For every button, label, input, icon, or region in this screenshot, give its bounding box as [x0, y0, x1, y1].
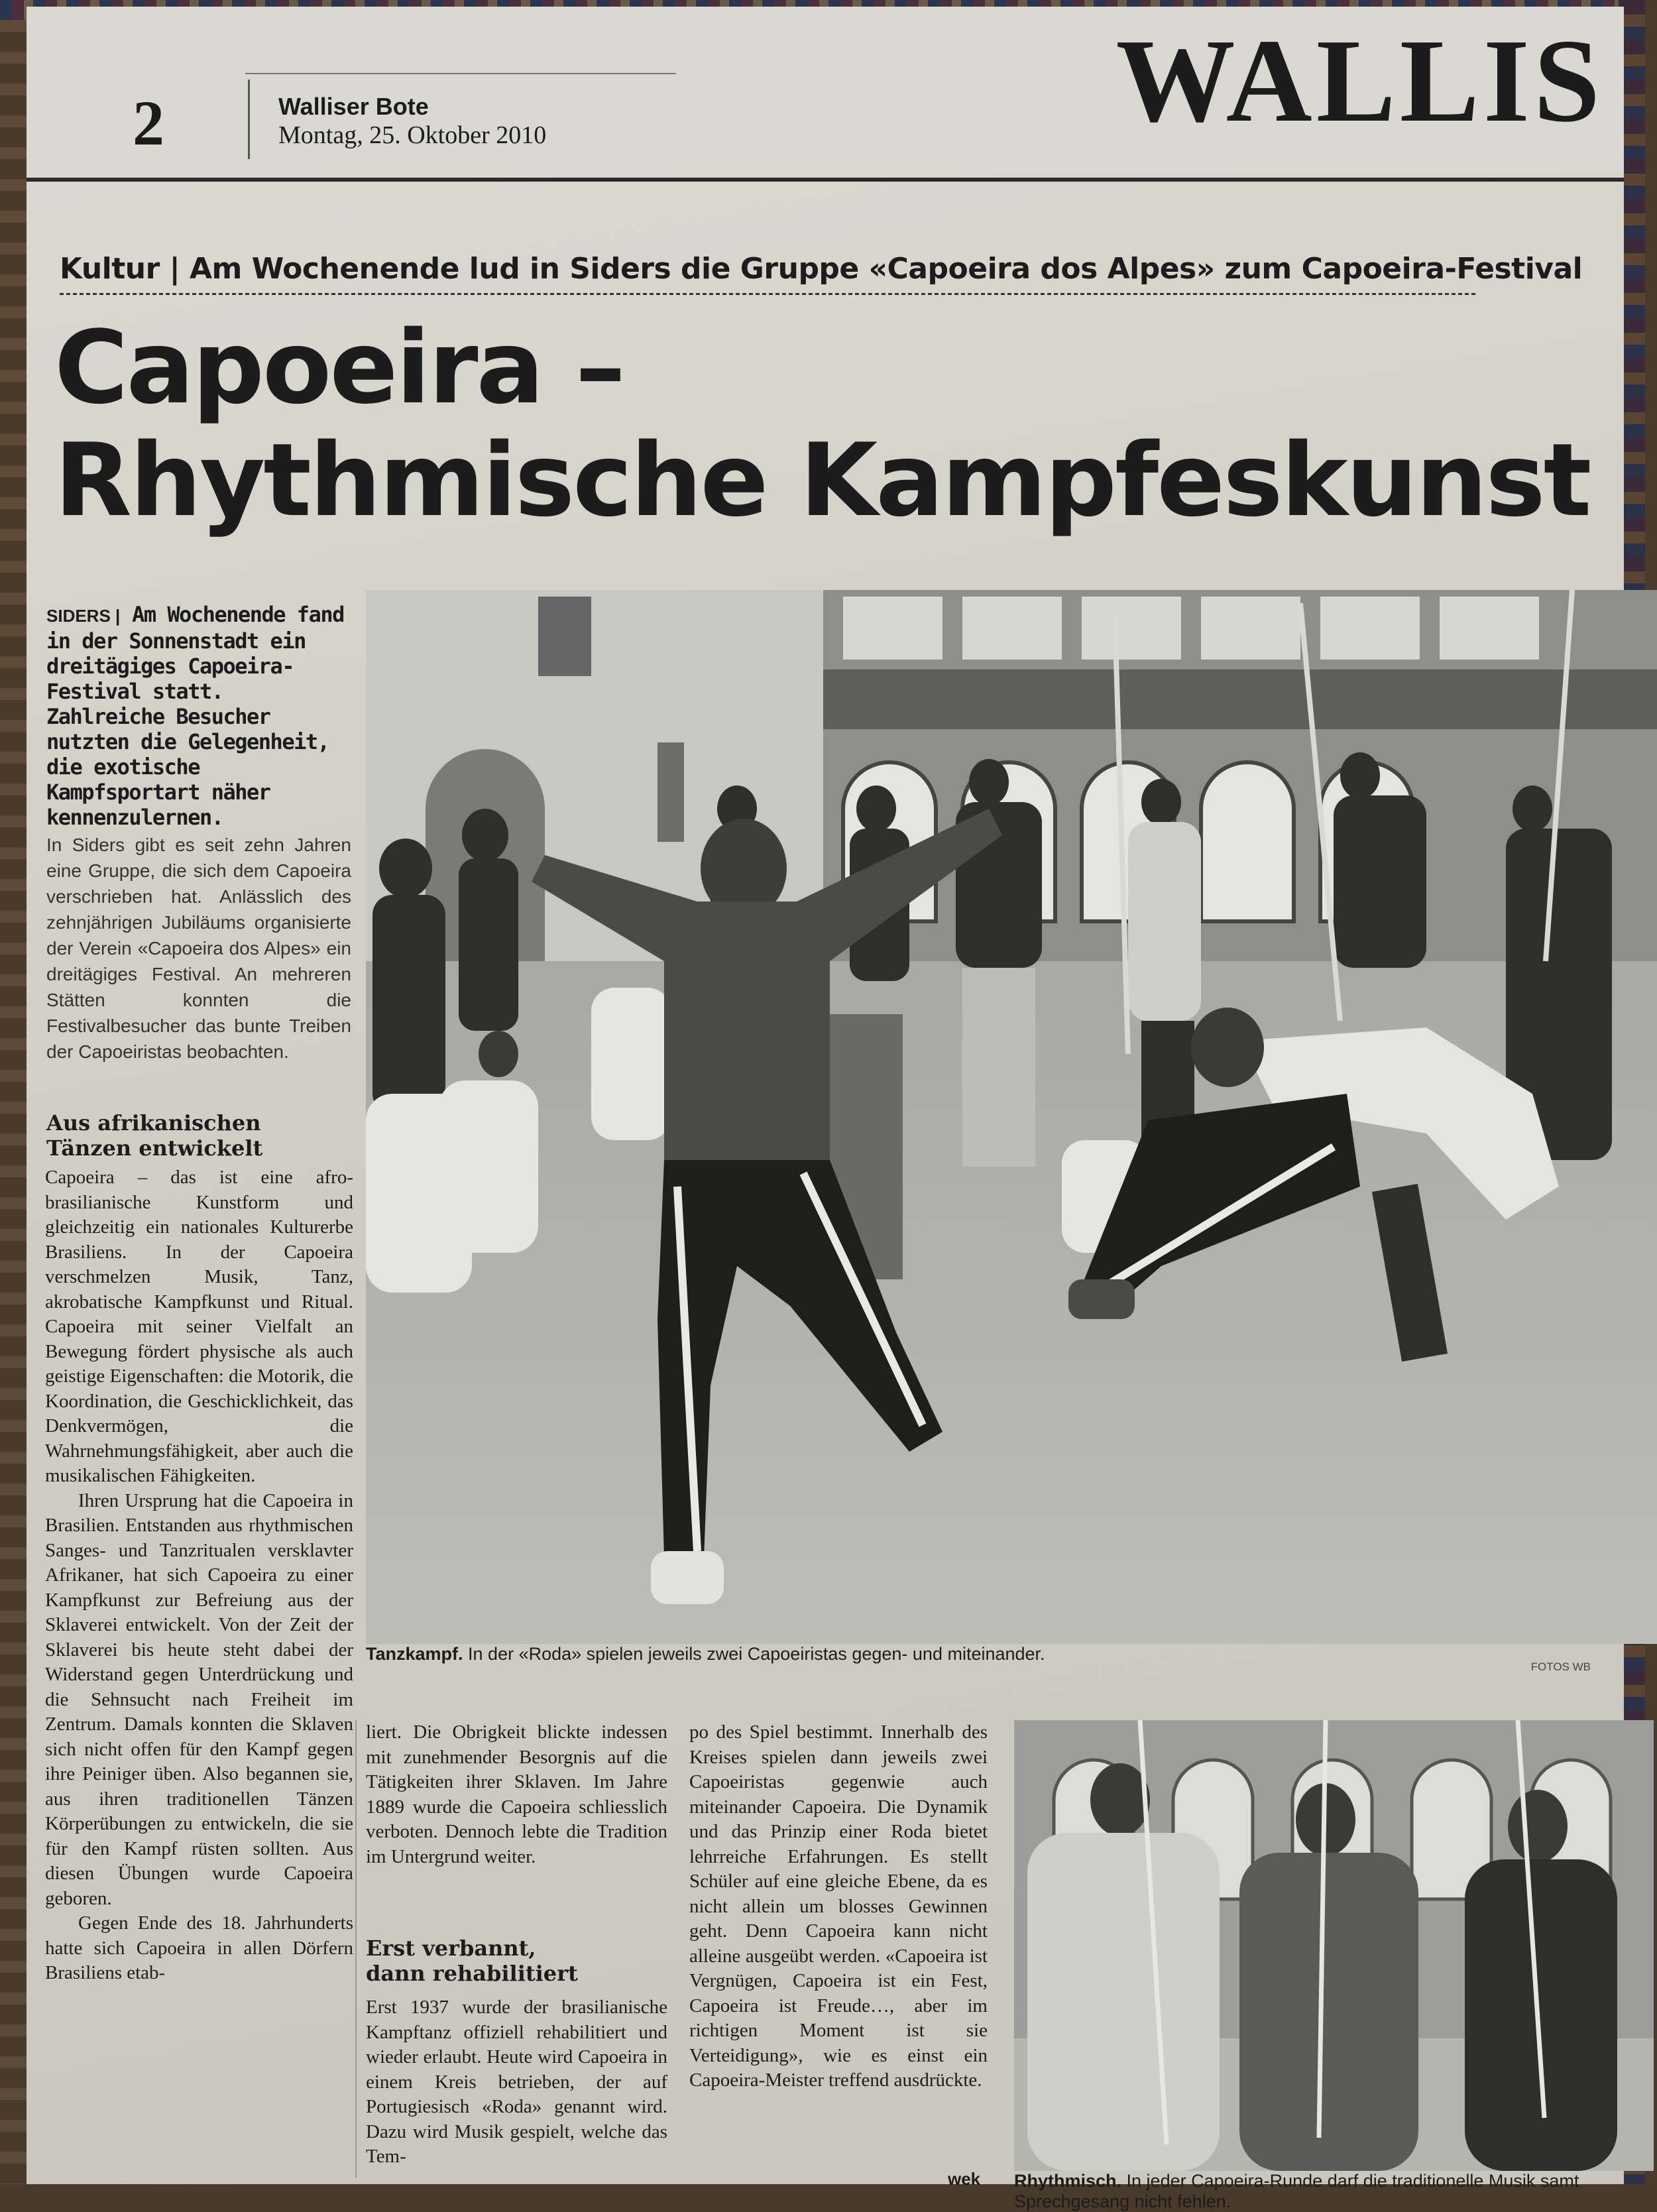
caption-text: In jeder Capoeira-Runde darf die traditionelle Musik samt Sprechgesang nicht fehlen.: [1014, 2171, 1579, 2211]
caption-lead: Tanzkampf.: [366, 1644, 463, 1664]
headline-line-1: Capoeira –: [54, 309, 624, 426]
subheading-2-line-2: dann rehabilitiert: [366, 1961, 578, 1986]
caption-lead: Rhythmisch.: [1014, 2171, 1122, 2191]
issue-date: Montag, 25. Oktober 2010: [278, 121, 547, 149]
article-kicker: Kultur | Am Wochenende lud in Siders die Gruppe «Capoeira dos Alpes» zum Capoeira-Festival: [60, 252, 1583, 286]
main-photo-caption: [366, 1644, 1045, 1664]
secondary-photo-image: [1014, 1720, 1654, 2171]
background-textile-left: [0, 0, 28, 2184]
secondary-photo: [1014, 1720, 1654, 2171]
subheading-1-line-2: Tänzen entwickelt: [46, 1135, 263, 1161]
secondary-photo-caption: [1014, 2171, 1624, 2212]
article-headline: [54, 309, 1590, 540]
dateline-tag: SIDERS |: [46, 606, 121, 626]
newspaper-name: Walliser Bote: [278, 93, 429, 120]
intro-paragraph: In Siders gibt es seit zehn Jahren eine Gruppe, die sich dem Capoeira verschrieben hat. Anlässlich des zehnjährigen Jubiläums organisierte der Verein «Capoeira dos Alpes» ein dreitägiges Festival. An mehreren Stätten konnten die Festivalbesucher das bunte Treiben der Capoeiristas beobachten.: [46, 835, 351, 1062]
headline-line-2: Rhythmische Kampfeskunst: [54, 422, 1590, 540]
photo-credit: FOTOS WB: [1530, 1660, 1591, 1673]
subheading-1-line-1: Aus afrikanischen: [46, 1110, 261, 1135]
page-number: 2: [133, 87, 164, 158]
subheading-1: [46, 1110, 262, 1161]
body-paragraph: po des Spiel bestimmt. Innerhalb des Kreises spielen dann jeweils zwei Capoeiristas gegenwie auch miteinander Capoeira. Die Dynamik und das Prinzip einer Roda bietet lehrreiche Erfahrungen. Es stellt Schüler auf eine gleiche Ebene, da es nicht allein um blosses Gewinnen geht. Denn Capoeira kann nicht alleine ausgeübt werden. «Capoeira ist Vergnügen, Capoeira ist ein Fest, Capoeira ist Freude…, aber im richtigen Moment ist sie Verteidigung», wie es einst ein Capoeira-Meister treffend ausdrückte.: [689, 1721, 988, 2091]
body-paragraph: Capoeira – das ist eine afro-brasilianische Kunstform und gleichzeitig ein nationales Kulturerbe Brasiliens. In der Capoeira verschmelzen Musik, Tanz, akrobatische Kampfkunst und Ritual. Capoeira mit seiner Vielfalt an Bewegung fördert physische als auch geistige Eigenschaften: die Motorik, die Koordination, die Geschicklichkeit, das Denkvermögen, die Wahrnehmungsfähigkeit, aber auch die musikalischen Fähigkeiten.: [45, 1167, 353, 1486]
header-bottom-rule: [27, 178, 1624, 182]
main-photo-image: [366, 590, 1657, 1644]
body-column-3: [689, 1720, 988, 2093]
column-divider: [355, 1720, 357, 2178]
main-photo: [366, 590, 1657, 1644]
caption-text: In der «Roda» spielen jeweils zwei Capoeiristas gegen- und miteinander.: [463, 1644, 1045, 1664]
subheading-2: [366, 1936, 578, 1986]
body-column-2: [366, 1720, 667, 1869]
article-lead: [46, 602, 351, 830]
header-rule: [245, 73, 676, 74]
kicker-rule: [60, 293, 1478, 295]
lead-text: Am Wochenende fand in der Sonnenstadt ein dreitägiges Capoeira-Festival statt. Zahlreiche Besucher nutzten die Gelegenheit, die exotische Kampfsportart näher kennenzulernen.: [46, 602, 344, 830]
body-paragraph: liert. Die Obrigkeit blickte indessen mit zunehmender Besorgnis auf die Tätigkeiten ihrer Sklaven. Im Jahre 1889 wurde die Capoeira schliesslich verboten. Dennoch lebte die Tradition im Untergrund weiter.: [366, 1721, 667, 1867]
author-initials: wek: [948, 2169, 981, 2189]
body-column-1: [45, 1165, 353, 1986]
body-paragraph: Erst 1937 wurde der brasilianische Kampftanz offiziell rehabilitiert und wieder erlaubt. Heute wird Capoeira in einem Kreis betrieben, der auf Portugiesisch «Roda» genannt wird. Dazu wird Musik gespielt, welche das Tem-: [366, 1997, 667, 2167]
newspaper-clipping: [27, 7, 1624, 2211]
body-paragraph: Gegen Ende des 18. Jahrhunderts hatte sich Capoeira in allen Dörfern Brasiliens etab-: [45, 1912, 353, 1983]
header-divider: [248, 80, 250, 159]
page-header: [27, 7, 1624, 172]
section-title: WALLIS: [1115, 15, 1604, 146]
body-column-2-continued: [366, 1995, 667, 2170]
subheading-2-line-1: Erst verbannt,: [366, 1936, 536, 1961]
body-paragraph: Ihren Ursprung hat die Capoeira in Brasilien. Entstanden aus rhythmischen Sanges- und Tanzritualen versklavter Afrikaner, hat sich Capoeira zu einer Kampfkunst zur Befreiung aus der Sklaverei entwickelt. Von der Zeit der Sklaverei bis heute steht dabei der Widerstand gegen Unterdrückung und die Sehnsucht nach Freiheit im Zentrum. Damals konnten die Sklaven sich nicht offen für den Kampf gegen ihre Peiniger üben. Also begannen sie, aus ihren traditionellen Tänzen Körperübungen zu entwickeln, die sie für den Kampf rüsten sollten. Aus diesen Übungen wurde Capoeira geboren.: [45, 1489, 353, 1909]
